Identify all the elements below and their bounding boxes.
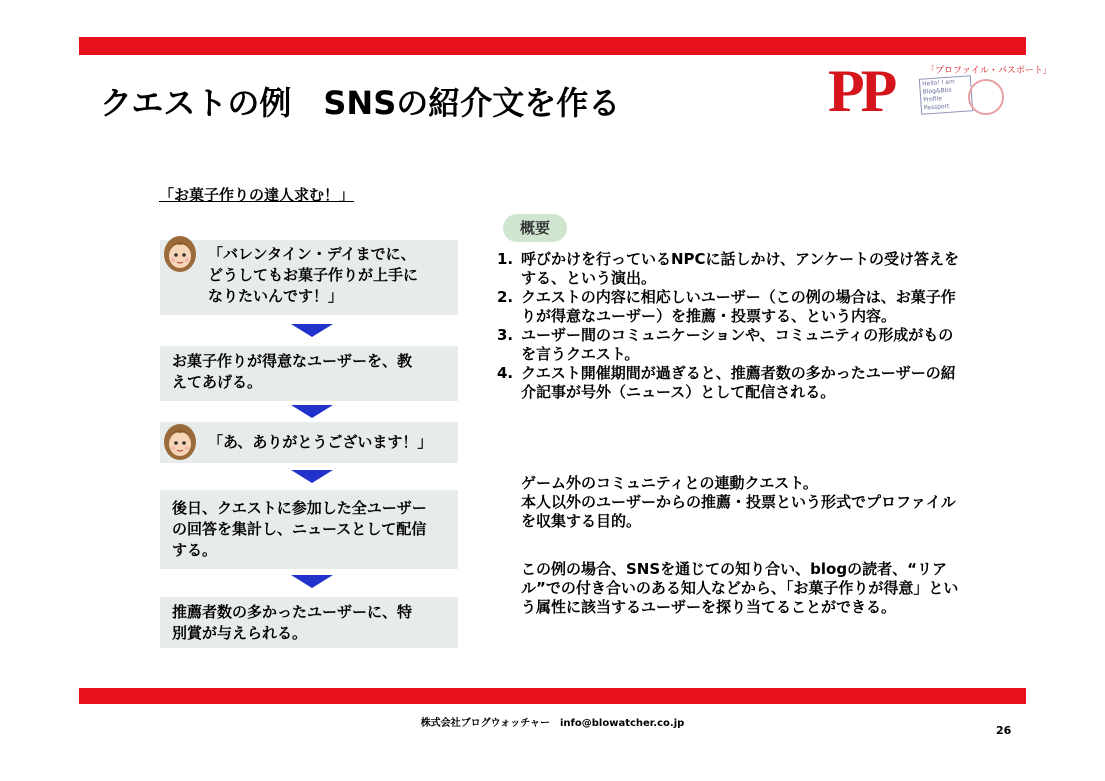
paragraph-1: ゲーム外のコミュニティとの連動クエスト。 本人以外のユーザーからの推薦・投票という形式でプロファイルを収集する目的。: [521, 474, 956, 530]
bottom-red-bar: [79, 688, 1026, 704]
flow-step-4: 後日、クエストに参加した全ユーザー の回答を集計し、ニュースとして配信 する。: [160, 490, 458, 569]
summary-item: 1. 呼びかけを行っているNPCに話しかけ、アンケートの受け答えをする、という演出。: [497, 250, 960, 287]
logo-mark: PP: [828, 58, 894, 124]
girl-avatar-icon: [163, 233, 197, 273]
girl-avatar-icon: [163, 421, 197, 461]
page-number: 26: [996, 724, 1012, 737]
flow-step-2: お菓子作りが得意なユーザーを、教 えてあげる。: [160, 346, 458, 401]
logo-seal-icon: [968, 79, 1004, 115]
flow-arrow-icon: [291, 470, 333, 483]
slide-title: クエストの例 SNSの紹介文を作る: [100, 84, 621, 122]
summary-label: 概要: [503, 214, 567, 242]
paragraph-2: この例の場合、SNSを通じての知り合い、blogの読者、“リアル”での付き合いのある知人などから、「お菓子作りが得意」という属性に該当するユーザーを探り当てることができる。: [521, 560, 959, 616]
flow-step-1: 「バレンタイン・デイまでに、 どうしてもお菓子作りが上手に なりたいんです！」: [160, 240, 458, 315]
flow-step-5: 推薦者数の多かったユーザーに、特 別賞が与えられる。: [160, 597, 458, 648]
logo-stamp-icon: Hello! I am Blog&Bbs Profile Passport: [919, 75, 973, 115]
flow-arrow-icon: [291, 405, 333, 418]
summary-list: [497, 250, 967, 402]
top-red-bar: [79, 37, 1026, 55]
summary-item: 3. ユーザー間のコミュニケーションや、コミュニティの形成がものを言うクエスト。: [497, 326, 954, 363]
footer-company: 株式会社ブログウォッチャー info@blowatcher.co.jp: [420, 718, 685, 729]
summary-item: 2. クエストの内容に相応しいユーザー（この例の場合は、お菓子作りが得意なユーザー）を推薦・投票する、という内容。: [497, 288, 956, 325]
flow-arrow-icon: [291, 575, 333, 588]
logo-tagline: 「プロファイル・パスポート」: [926, 66, 1052, 76]
pp-logo: [828, 58, 1052, 125]
summary-item: 4. クエスト開催期間が過ぎると、推薦者数の多かったユーザーの紹介記事が号外（ニュース）として配信される。: [497, 364, 956, 401]
flow-step-3: 「あ、ありがとうございます！」: [160, 422, 458, 463]
flow-arrow-icon: [291, 324, 333, 337]
quest-heading: 「お菓子作りの達人求む！」: [159, 186, 355, 204]
